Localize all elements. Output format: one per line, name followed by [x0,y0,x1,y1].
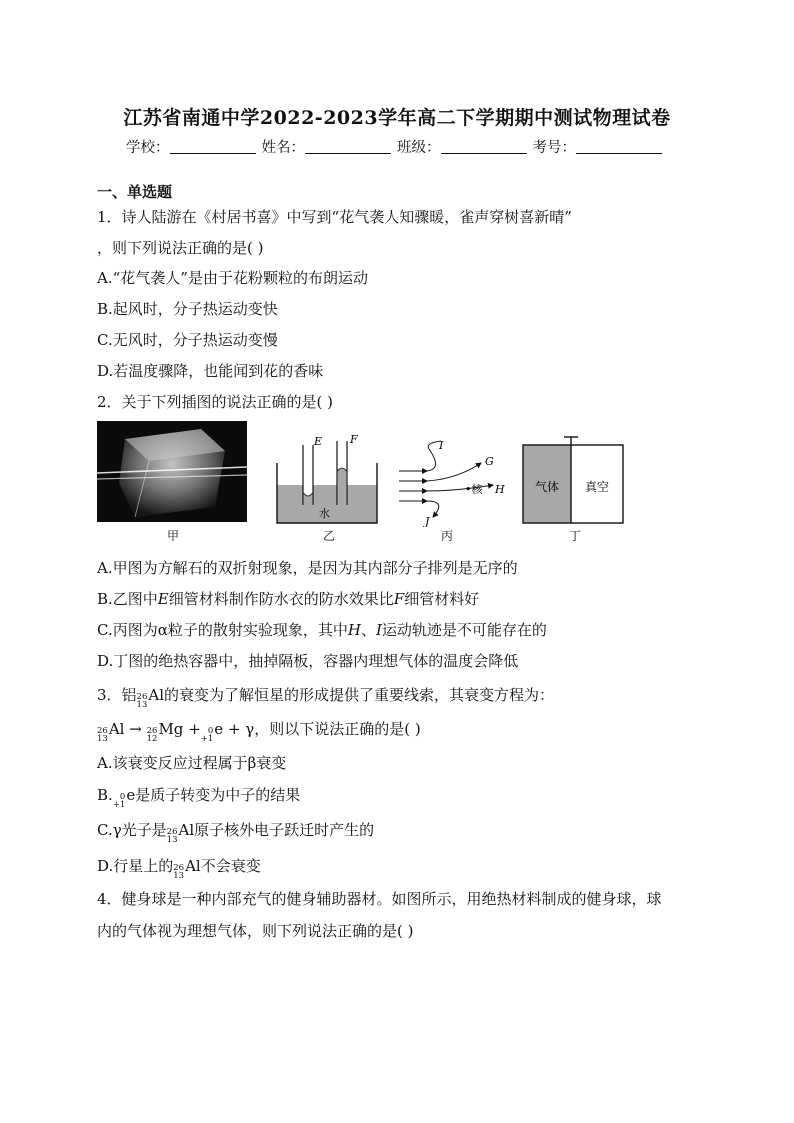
q1-option-b: B.起风时，分子热运动变快 [97,300,278,318]
q4-stem-line2: 内的气体视为理想气体，则下列说法正确的是( ) [97,922,414,940]
q3-equation: 26 13 Al → 26 12 Mg + 0 +1 e + γ，则以下说法正确的是( ) [97,720,421,744]
caption-ding: 丁 [569,529,582,543]
q3-option-c: C.γ光子是 26 13 Al原子核外电子跃迁时产生的 [97,821,375,845]
q1-option-c: C.无风时，分子热运动变慢 [97,331,278,349]
q3-option-b: B. 0 +1 e是质子转变为中子的结果 [97,786,301,810]
name-blank[interactable] [305,139,391,154]
caption-bing: 丙 [441,529,454,543]
alpha-scattering-figure [397,435,513,527]
label-vacuum: 真空 [585,480,610,494]
q1-option-d: D.若温度骤降，也能闻到花的香味 [97,362,324,380]
name-label: 姓名： [261,140,305,156]
label-e: E [314,435,323,448]
label-i: I [439,439,444,452]
class-label: 班级： [397,140,441,156]
q3-stem: 3．铝 26 13 Al的衰变为了解恒星的形成提供了重要线索，其衰变方程为： [97,686,555,710]
caption-jia: 甲 [167,529,180,543]
q1-option-a: A.“花气袭人”是由于花粉颗粒的布朗运动 [97,269,368,287]
calcite-crystal-figure [97,421,247,522]
q1-stem-line2: ，则下列说法正确的是( ) [97,239,264,257]
q3-option-d: D.行星上的 26 13 Al不会衰变 [97,857,261,881]
q4-stem-line1: 4．健身球是一种内部充气的健身辅助器材。如图所示，用绝热材料制成的健身球，球 [97,890,662,908]
q2-figures [97,421,627,546]
label-j: J [425,515,430,527]
label-gas: 气体 [535,480,560,494]
class-blank[interactable] [441,139,527,154]
label-g: G [485,455,494,468]
caption-yi: 乙 [323,529,336,543]
q2-option-b: B.乙图中E细管材料制作防水衣的防水效果比F细管材料好 [97,590,480,608]
id-label: 考号： [532,140,576,156]
school-blank[interactable] [170,139,256,154]
capillary-figure [275,423,379,525]
label-h: H [495,483,505,496]
q2-option-d: D.丁图的绝热容器中，抽掉隔板，容器内理想气体的温度会降低 [97,652,519,670]
school-label: 学校： [126,140,170,156]
q2-stem: 2．关于下列插图的说法正确的是( ) [97,393,334,411]
q1-stem-line1: 1．诗人陆游在《村居书喜》中写到“花气袭人知骤暖，雀声穿树喜新晴” [97,208,572,226]
label-nucleus: •核 [465,483,483,496]
q2-option-a: A.甲图为方解石的双折射现象，是因为其内部分子排列是无序的 [97,559,518,577]
label-f: F [350,433,358,446]
adiabatic-container-figure [521,421,625,525]
student-info-line [0,136,794,157]
q3-option-a: A.该衰变反应过程属于β衰变 [97,754,287,772]
id-blank[interactable] [576,139,662,154]
q2-option-c: C.丙图为α粒子的散射实验现象，其中H、I运动轨迹是不可能存在的 [97,621,547,639]
section-title: 一、单选题 [97,183,173,201]
label-water: 水 [319,507,330,520]
exam-title: 江苏省南通中学2022-2023学年高二下学期期中测试物理试卷 [123,107,671,129]
al-nuclide: 26 13 Al [136,686,165,710]
